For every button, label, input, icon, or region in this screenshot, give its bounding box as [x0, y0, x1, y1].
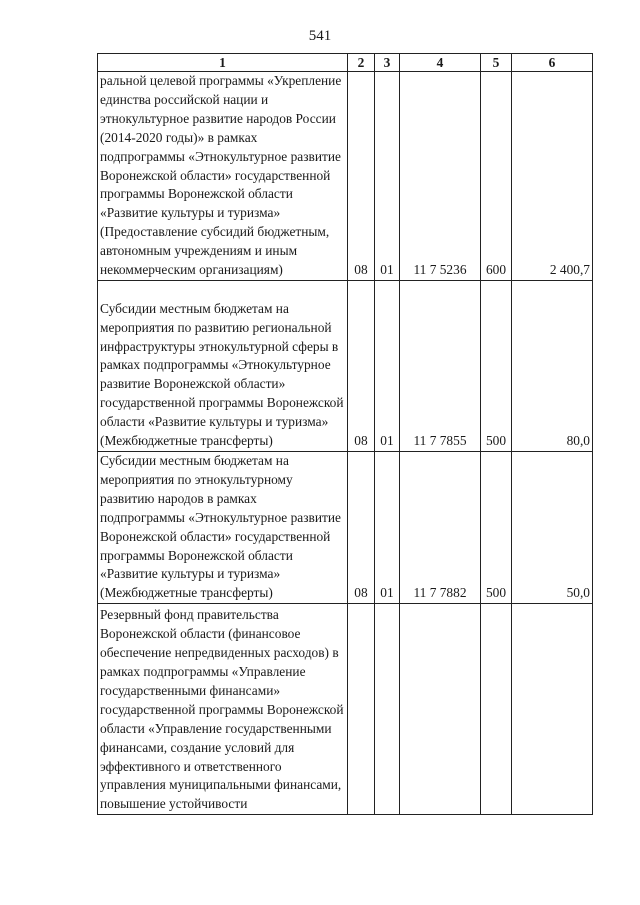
- row-amount: 2 400,7: [512, 72, 593, 281]
- header-col-5: 5: [481, 54, 512, 72]
- row-expense-type: 600: [481, 72, 512, 281]
- row-amount: 50,0: [512, 452, 593, 604]
- header-col-1: 1: [98, 54, 348, 72]
- row-expense-type: 500: [481, 281, 512, 452]
- row-section: [348, 604, 375, 815]
- table-row: [98, 452, 593, 604]
- row-amount: [512, 604, 593, 815]
- row-subsection: 01: [375, 72, 400, 281]
- row-subsection: [375, 604, 400, 815]
- header-row: [98, 54, 593, 72]
- row-section: 08: [348, 452, 375, 604]
- header-col-2: 2: [348, 54, 375, 72]
- header-col-6: 6: [512, 54, 593, 72]
- row-target-code: [400, 604, 481, 815]
- header-col-3: 3: [375, 54, 400, 72]
- row-section: 08: [348, 281, 375, 452]
- table-row: [98, 604, 593, 815]
- row-subsection: 01: [375, 452, 400, 604]
- page-number: 541: [308, 28, 332, 44]
- header-col-4: 4: [400, 54, 481, 72]
- row-expense-type: 500: [481, 452, 512, 604]
- row-amount: 80,0: [512, 281, 593, 452]
- row-target-code: 11 7 7855: [400, 281, 481, 452]
- row-subsection: 01: [375, 281, 400, 452]
- budget-table: [97, 53, 593, 815]
- table-row: [98, 72, 593, 281]
- row-description: Резервный фонд правительства Воронежской области (финансовое обеспечение непредвиденных расходов) в рамках подпрограммы «Управление государственными финансами» государственной программы Воронежской области «Управление государственными финансами, создание условий для эффективного и ответственного управления муниципальными финансами, повышение устойчивости: [98, 604, 348, 815]
- row-description: Субсидии местным бюджетам на мероприятия по этнокультурному развитию народов в рамках подпрограммы «Этнокультурное развитие Воронежской области» государственной программы Воронежской области «Развитие культуры и туризма» (Межбюджетные трансферты): [98, 452, 348, 604]
- row-target-code: 11 7 5236: [400, 72, 481, 281]
- row-description: Субсидии местным бюджетам на мероприятия по развитию региональной инфраструктуры этнокультурной сферы в рамках подпрограммы «Этнокультурное развитие Воронежской области» государственной программы Воронежской области «Развитие культуры и туризма» (Межбюджетные трансферты): [98, 281, 348, 452]
- row-target-code: 11 7 7882: [400, 452, 481, 604]
- row-description: ральной целевой программы «Укрепление единства российской нации и этнокультурное развитие народов России (2014-2020 годы)» в рамках подпрограммы «Этнокультурное развитие Воронежской области» государственной программы Воронежской области «Развитие культуры и туризма» (Предоставление субсидий бюджетным, автономным учреждениям и иным некоммерческим организациям): [98, 72, 348, 281]
- row-expense-type: [481, 604, 512, 815]
- row-section: 08: [348, 72, 375, 281]
- table-row: [98, 281, 593, 452]
